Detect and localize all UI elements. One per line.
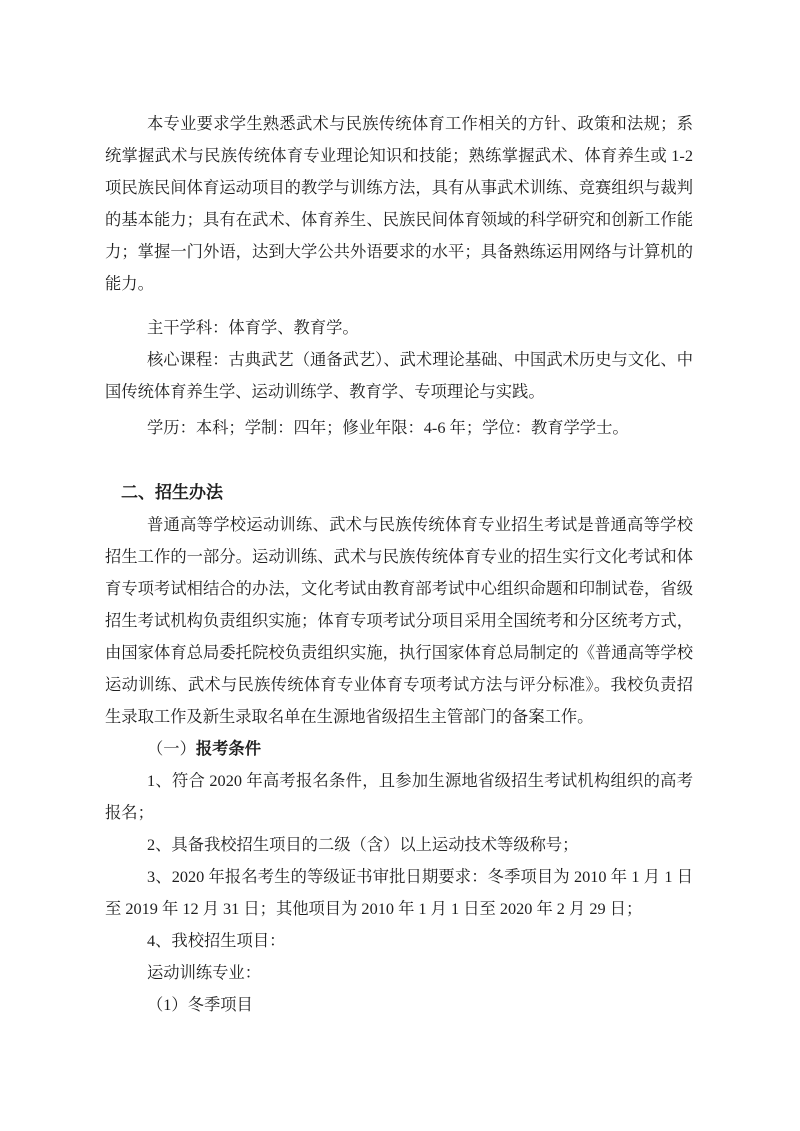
paragraph-admission-overview: 普通高等学校运动训练、武术与民族传统体育专业招生考试是普通高等学校招生工作的一部分。运动训练、武术与民族传统体育专业的招生实行文化考试和体育专项考试相结合的办法，文化考试由教育部考试中心组织命题和印制试卷，省级招生考试机构负责组织实施；体育专项考试分项目采用全国统考和分区统考方式，由国家体育总局委托院校负责组织实施，执行国家体育总局制定的《普通高等学校运动训练、武术与民族传统体育专业体育专项考试方法与评分标准》。我校负责招生录取工作及新生录取名单在生源地省级招生主管部门的备案工作。	[105, 515, 693, 726]
condition-item-2: 2、具备我校招生项目的二级（含）以上运动技术等级称号；	[147, 835, 579, 854]
subheading-application-conditions	[105, 733, 693, 765]
paragraph-winter-events: （1）冬季项目	[147, 995, 253, 1014]
condition-item-1: 1、符合 2020 年高考报名条件，且参加生源地省级招生考试机构组织的高考报名；	[105, 771, 693, 822]
paragraph-degree-info: 学历：本科；学制：四年；修业年限：4-6 年；学位：教育学学士。	[147, 418, 629, 437]
paragraph-main-disciplines: 主干学科：体育学、教育学。	[147, 318, 359, 337]
paragraph-core-courses: 核心课程：古典武艺（通备武艺）、武术理论基础、中国武术历史与文化、中国传统体育养生学、运动训练学、教育学、专项理论与实践。	[105, 350, 693, 401]
paragraph-sport-training-major: 运动训练专业：	[147, 963, 261, 982]
condition-item-4: 4、我校招生项目：	[147, 931, 286, 950]
paragraph-program-requirements: 本专业要求学生熟悉武术与民族传统体育工作相关的方针、政策和法规；系统掌握武术与民族传统体育专业理论知识和技能；熟练掌握武术、体育养生或 1-2 项民族民间体育运动项目的教学与训练方法，具有从事武术训练、竞赛组织与裁判的基本能力；具有在武术、体育养生、民族民间体育领域的科学研究和创新工作能力；掌握一门外语，达到大学公共外语要求的水平；具备熟练运用网络与计算机的能力。	[105, 114, 693, 293]
condition-item-3: 3、2020 年报名考生的等级证书审批日期要求：冬季项目为 2010 年 1 月 1 日至 2019 年 12 月 31 日；其他项目为 2010 年 1 月 1 日至 2020 年 2 月 29 日；	[105, 867, 693, 918]
subheading-number: （一）	[147, 739, 196, 758]
subheading-label: 报考条件	[195, 739, 261, 758]
heading-admission-method: 二、招生办法	[121, 483, 223, 502]
